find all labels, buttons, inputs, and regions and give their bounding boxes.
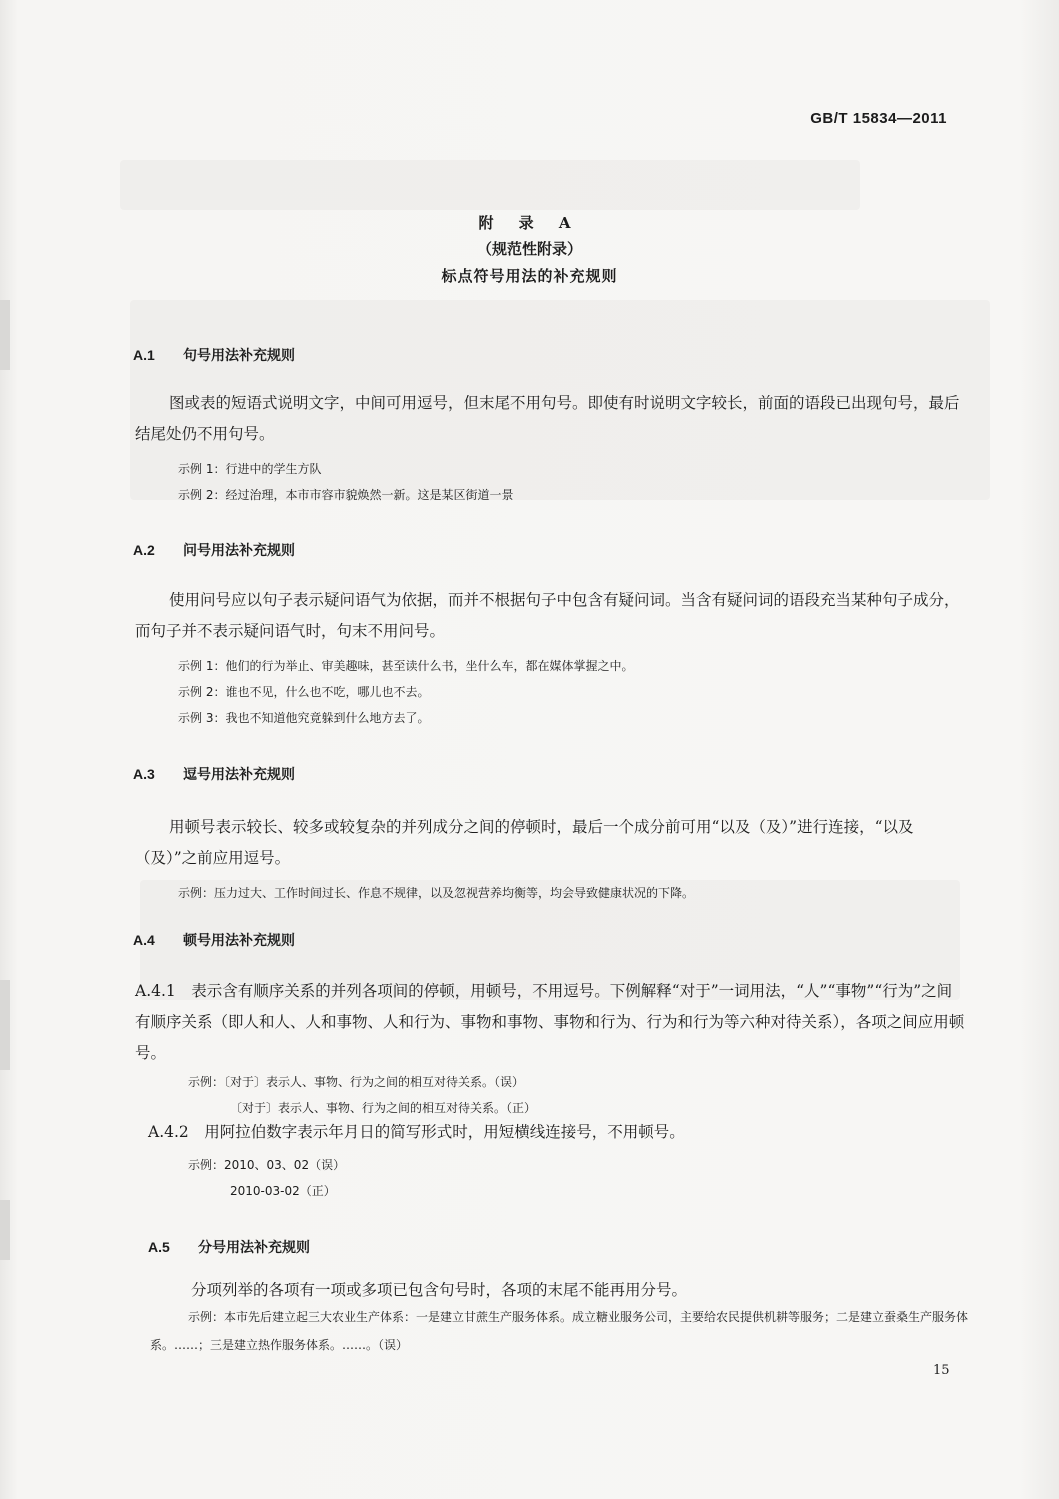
binding-mark [0,980,10,1070]
section-title: 问号用法补充规则 [183,542,295,558]
page-number: 15 [933,1363,950,1378]
bleed-through [120,160,860,210]
section-number: A.5 [148,1239,170,1255]
example: 示例 3：我也不知道他究竟躲到什么地方去了。 [178,711,430,725]
paragraph: 用顿号表示较长、较多或较复杂的并列成分之间的停顿时，最后一个成分前可用“以及（及）”进行连接，“以及（及）”之前应用逗号。 [135,818,914,867]
section-number: A.2 [133,542,155,558]
paragraph: 使用问号应以句子表示疑问语气为依据，而并不根据句子中包含有疑问词。当含有疑问词的语段充当某种句子成分，而句子并不表示疑问语气时，句末不用问号。 [135,591,960,640]
section-heading-a5 [148,1237,310,1257]
paragraph: 图或表的短语式说明文字，中间可用逗号，但末尾不用句号。即使有时说明文字较长，前面的语段已出现句号，最后结尾处仍不用句号。 [135,394,960,443]
paragraph-a4-1: A.4.1 表示含有顺序关系的并列各项间的停顿，用顿号，不用逗号。下例解释“对于”一词用法，“人”“事物”“行为”之间有顺序关系（即人和人、人和事物、人和行为、事物和事物、事物和行为、行为和行为等六种对待关系），各项之间应用顿号。 [135,982,965,1062]
example: 示例 1：行进中的学生方队 [178,462,322,476]
paragraph-a4-2: A.4.2 用阿拉伯数字表示年月日的简写形式时，用短横线连接号，不用顿号。 [148,1123,685,1141]
example: 示例：〔对于〕表示人、事物、行为之间的相互对待关系。（误） [188,1075,525,1089]
section-heading-a4 [133,930,295,950]
binding-mark [0,1200,10,1260]
standard-code: GB/T 15834—2011 [810,110,947,127]
section-number: A.3 [133,766,155,782]
example: 示例：压力过大、工作时间过长、作息不规律，以及忽视营养均衡等，均会导致健康状况的下降。 [178,886,695,900]
example: 示例 2：经过治理，本市市容市貌焕然一新。这是某区街道一景 [178,488,514,502]
section-number: A.1 [133,347,155,363]
binding-mark [0,300,10,370]
paragraph: 分项列举的各项有一项或多项已包含句号时，各项的末尾不能再用分号。 [191,1281,688,1299]
section-title: 分号用法补充规则 [198,1239,310,1255]
section-heading-a3 [133,764,295,784]
example: 示例 1：他们的行为举止、审美趣味，甚至读什么书，坐什么车，都在媒体掌握之中。 [178,659,634,673]
section-title: 顿号用法补充规则 [183,932,295,948]
section-title: 句号用法补充规则 [183,347,295,363]
example: 示例 2：谁也不见，什么也不吃，哪儿也不去。 [178,685,430,699]
example: 〔对于〕表示人、事物、行为之间的相互对待关系。（正） [230,1101,537,1115]
section-title: 逗号用法补充规则 [183,766,295,782]
example: 示例：2010、03、02（误） [188,1158,346,1172]
section-heading-a2 [133,540,295,560]
section-number: A.4 [133,932,155,948]
appendix-type: （规范性附录） [476,240,582,258]
appendix-label: 附 录 A [478,214,581,232]
section-heading-a1 [133,345,295,365]
example: 2010-03-02（正） [230,1184,336,1198]
appendix-name: 标点符号用法的补充规则 [441,267,618,285]
example: 示例：本市先后建立起三大农业生产体系：一是建立甘蔗生产服务体系。成立糖业服务公司，主要给农民提供机耕等服务；二是建立蚕桑生产服务体系。……；三是建立热作服务体系。……。（误） [150,1310,969,1352]
